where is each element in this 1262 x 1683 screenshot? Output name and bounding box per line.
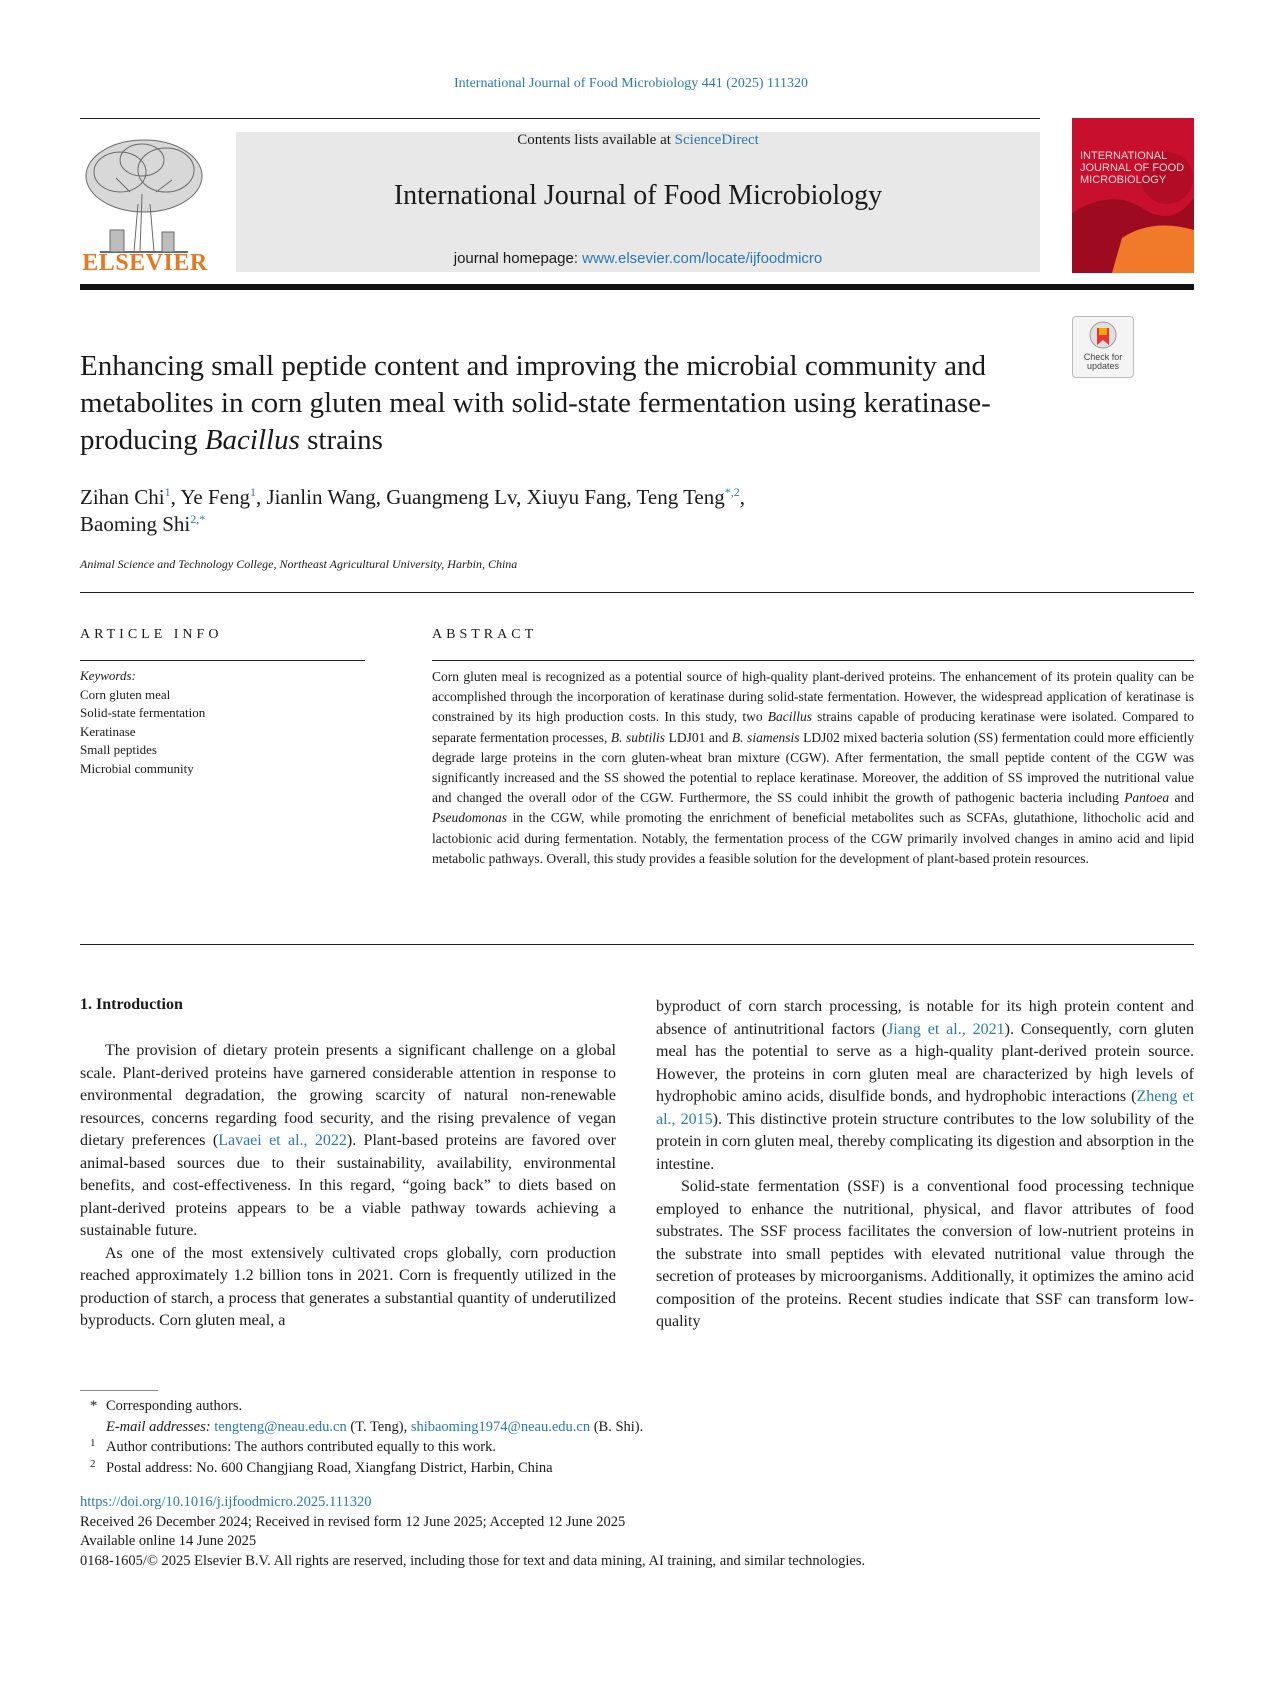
keyword: Small peptides xyxy=(80,742,157,757)
homepage-prefix: journal homepage: xyxy=(453,250,583,267)
author[interactable]: Guangmeng Lv xyxy=(386,485,517,509)
author[interactable]: Jianlin Wang xyxy=(266,485,376,509)
author-sup[interactable]: 2,* xyxy=(190,512,206,526)
author-sup[interactable]: 1 xyxy=(164,485,171,499)
paragraph: The provision of dietary protein presents a significant challenge on a global scale. Plant-derived proteins have garnered considerable attention in response to environmental degradation, the growing scarcity of natural non-renewable resources, concerns regarding food security, and the rising prevalence of vegan dietary preferences (Lavaei et al., 2022). Plant-based proteins are favored over animal-based sources due to their sustainability, availability, environmental benefits, and cost-effectiveness. In this regard, “going back” to diets based on plant-derived proteins appears to be a viable pathway towards achieving a sustainable future. xyxy=(80,1042,616,1239)
footnote-divider xyxy=(80,1390,158,1391)
journal-cover[interactable] xyxy=(1072,118,1194,273)
homepage-line xyxy=(236,250,1040,267)
author[interactable]: Xiuyu Fang xyxy=(526,485,627,509)
doi-link[interactable]: https://doi.org/10.1016/j.ijfoodmicro.2025.111320 xyxy=(80,1494,372,1510)
divider xyxy=(80,660,365,661)
author-list: Zihan Chi$^1$, Ye Feng$^1$, Jianlin Wang, Guangmeng Lv, Xiuyu Fang, Teng Teng$^{*,2}$, Baoming Shi$^{2,*}$ xyxy=(80,485,746,536)
contents-prefix: Contents lists available at xyxy=(517,132,675,148)
citation-link[interactable]: Zheng et al., 2015 xyxy=(656,1088,1195,1128)
article-info-heading: ARTICLE INFO xyxy=(80,627,223,642)
journal-cover-art xyxy=(1072,118,1194,273)
author[interactable]: Ye Feng xyxy=(180,485,250,509)
email-link[interactable]: shibaoming1974@neau.edu.cn xyxy=(410,1418,591,1435)
divider xyxy=(80,944,1194,945)
divider xyxy=(432,660,1194,661)
paragraph: Solid-state fermentation (SSF) is a conventional food processing technique employed to enhance the nutritional, physical, and flavor attributes of food substrates. The SSF process facilitates the conversion of low-nutrient proteins in the substrate into small peptides with elevated nutritional value through the secretion of proteases by microorganisms. Additionally, it optimizes the amino acid composition of the proteins. Recent studies indicate that SSF can transform low-quality xyxy=(656,1178,1194,1330)
author[interactable]: Teng Teng xyxy=(636,485,725,509)
author[interactable]: Zihan Chi xyxy=(80,485,165,509)
abstract-text: Corn gluten meal is recognized as a potential source of high-quality plant-derived proteins. The enhancement of its protein quality can be accomplished through the incorporation of keratinase during solid-state fermentation. However, the widespread application of keratinase is constrained by its high production costs. In this study, two Bacillus strains capable of producing keratinase were isolated. Compared to separate fermentation processes, B. subtilis LDJ01 and B. siamensis LDJ02 mixed bacteria solution (SS) fermentation could more efficiently degrade large proteins in the corn gluten-wheat bran mixture (CGW). After fermentation, the small peptide content of the CGW was significantly increased and the SS showed the potential to replace keratinase. Moreover, the addition of SS improved the nutritional value and changed the overall odor of the CGW. Furthermore, the SS could inhibit the growth of pathogenic bacteria including Pantoea and Pseudomonas in the CGW, while promoting the enrichment of beneficial metabolites such as SCFAs, glutathione, lithocholic acid and lactobionic acid during fermentation. Notably, the fermentation process of the CGW primarily involved changes in amino acid and lipid metabolic pathways. Overall, this study provides a feasible solution for the development of plant-based protein resources. xyxy=(432,669,1194,866)
abstract-heading: ABSTRACT xyxy=(432,627,538,642)
header-divider xyxy=(80,284,1194,290)
keyword: Solid-state fermentation xyxy=(80,705,206,720)
journal-masthead xyxy=(236,132,1040,272)
copyright: 0168-1605/© 2025 Elsevier B.V. All rights are reserved, including those for text and data mining, AI training, and similar technologies. xyxy=(80,1552,866,1569)
running-head[interactable]: International Journal of Food Microbiology 441 (2025) 111320 xyxy=(454,76,808,91)
divider xyxy=(80,592,1194,593)
contents-line xyxy=(236,132,1040,149)
keyword: Keratinase xyxy=(80,723,136,739)
body-column-left xyxy=(80,1040,616,1333)
email-link[interactable]: tengteng@neau.edu.cn xyxy=(214,1418,347,1435)
cover-title: INTERNATIONAL JOURNAL OF FOOD MICROBIOLOGY xyxy=(1080,150,1185,186)
body-column-right xyxy=(656,996,1194,1334)
divider xyxy=(80,118,1040,119)
footnote: E-mail addresses: tengteng@neau.edu.cn (T. Teng), shibaoming1974@neau.edu.cn (B. Shi). xyxy=(106,1418,644,1435)
online-date: Available online 14 June 2025 xyxy=(80,1533,257,1549)
author-sup[interactable]: *,2 xyxy=(724,485,740,499)
footnote: * Corresponding authors. xyxy=(90,1398,243,1414)
author-sup[interactable]: 1 xyxy=(249,485,256,499)
article-title xyxy=(80,348,1060,459)
title-italic: Bacillus xyxy=(204,424,300,456)
section-heading: 1. Introduction xyxy=(80,996,183,1013)
affiliation: Animal Science and Technology College, Northeast Agricultural University, Harbin, China xyxy=(80,557,518,571)
dates: Received 26 December 2024; Received in revised form 12 June 2025; Accepted 12 June 2025 xyxy=(80,1513,626,1530)
author[interactable]: Baoming Shi xyxy=(80,512,191,536)
keywords-label: Keywords: xyxy=(80,668,136,683)
publisher-logo-text: ELSEVIER xyxy=(82,250,208,276)
homepage-link[interactable]: www.elsevier.com/locate/ijfoodmicro xyxy=(582,250,823,267)
journal-name: International Journal of Food Microbiology xyxy=(393,180,883,211)
paragraph: byproduct of corn starch processing, is notable for its high protein content and absence of antinutritional factors (Jiang et al., 2021). Consequently, corn gluten meal has the potential to serve as a high-quality plant-derived protein source. However, the proteins in corn gluten meal are characterized by high levels of hydrophobic amino acids, disulfide bonds, and hydrophobic interactions (Zheng et al., 2015). This distinctive protein structure contributes to the low solubility of the protein in corn gluten meal, thereby complicating its digestion and absorption in the intestine. xyxy=(656,998,1195,1173)
bookmark-icon xyxy=(1089,321,1117,351)
keywords-block xyxy=(80,667,360,778)
keyword: Microbial community xyxy=(80,760,194,776)
paragraph: As one of the most extensively cultivated crops globally, corn production reached approximately 1.2 billion tons in 2021. Corn is frequently utilized in the production of starch, a process that generates a substantial quantity of underutilized byproducts. Corn gluten meal, a xyxy=(80,1244,616,1329)
sciencedirect-link[interactable]: ScienceDirect xyxy=(674,132,759,148)
publication-info xyxy=(80,1493,1194,1571)
footnote: 2 Postal address: No. 600 Changjiang Road, Xiangfang District, Harbin, China xyxy=(90,1457,553,1476)
footnotes xyxy=(80,1396,1180,1478)
check-for-updates-badge[interactable] xyxy=(1072,316,1134,378)
title-text-end: strains xyxy=(299,424,383,456)
citation-link[interactable]: Jiang et al., 2021 xyxy=(887,1020,1005,1038)
check-updates-label: Check for updates xyxy=(1083,352,1123,371)
keyword: Corn gluten meal xyxy=(80,686,171,702)
footnote: 1 Author contributions: The authors contributed equally to this work. xyxy=(90,1437,496,1455)
title-text: Enhancing small peptide content and improving the microbial community and metabolites in corn gluten meal with solid-state fermentation using keratinase-producing xyxy=(80,350,991,456)
citation-link[interactable]: Lavaei et al., 2022 xyxy=(218,1132,347,1149)
